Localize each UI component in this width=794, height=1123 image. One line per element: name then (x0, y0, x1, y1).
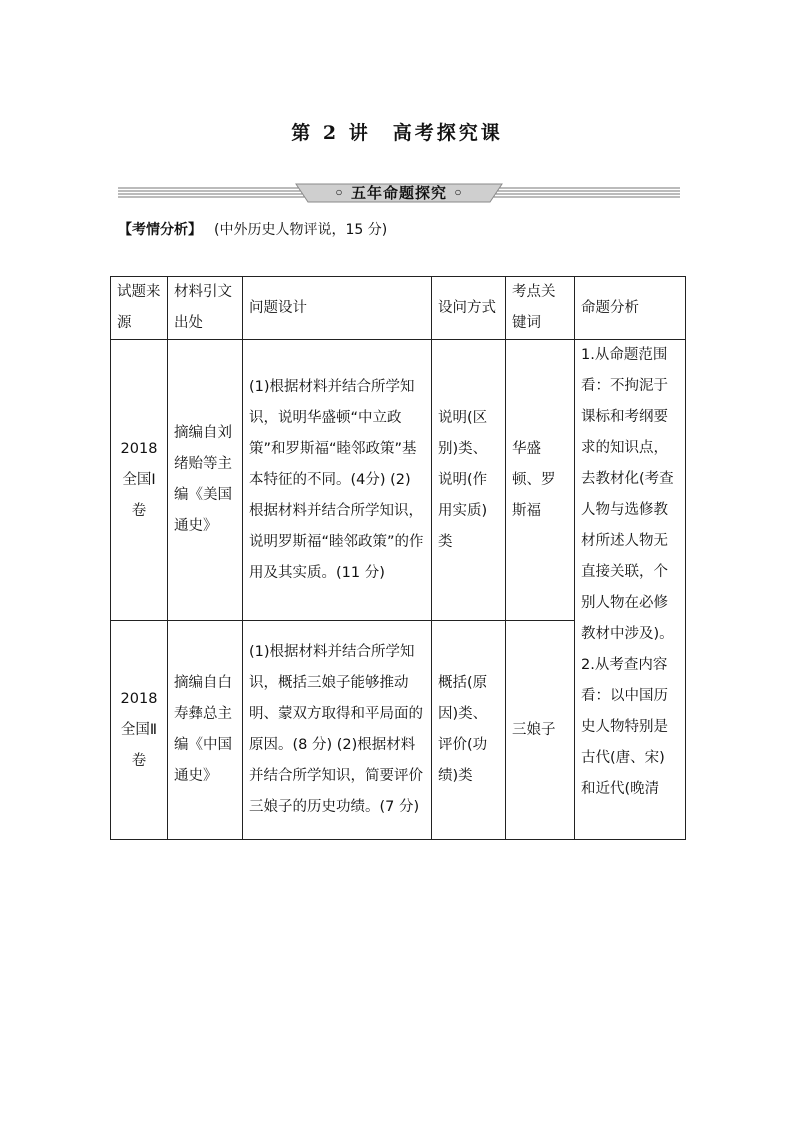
cell-analysis: 1.从命题范围看：不拘泥于课标和考纲要求的知识点，去教材化(考查人物与选修教材所述人物无直接关联，个别人物在必修教材中涉及)。2.从考查内容看：以中国历史人物特别是古代(唐、宋)和近代(晚清 (575, 340, 686, 840)
cell-source: 2018 全国Ⅰ卷 (111, 340, 168, 621)
exam-table (110, 276, 686, 840)
cell-material: 摘编自刘绪贻等主编《美国通史》 (168, 340, 243, 621)
banner-title: ◦ 五年命题探究 ◦ (334, 184, 464, 202)
cell-method: 说明(区别)类、说明(作用实质)类 (432, 340, 506, 621)
header-cell-source: 试题来源 (111, 277, 168, 340)
cell-keywords: 三娘子 (506, 621, 575, 840)
header-cell-method: 设问方式 (432, 277, 506, 340)
page-title: 第 2 讲 高考探究课 (291, 122, 503, 144)
cell-questions: (1)根据材料并结合所学知识，概括三娘子能够推动明、蒙双方取得和平局面的原因。(8 分) (2)根据材料并结合所学知识，简要评价三娘子的历史功绩。(7 分) (243, 621, 432, 840)
header-cell-questions: 问题设计 (243, 277, 432, 340)
header-cell-keywords: 考点关键词 (506, 277, 575, 340)
table-row (111, 340, 686, 621)
header-cell-analysis: 命题分析 (575, 277, 686, 340)
exam-analysis-line (118, 219, 387, 239)
cell-material: 摘编自白寿彝总主编《中国通史》 (168, 621, 243, 840)
section-banner (118, 182, 680, 204)
analysis-note: (中外历史人物评说，15 分) (214, 222, 388, 238)
table-header-row (111, 277, 686, 340)
cell-source: 2018 全国Ⅱ卷 (111, 621, 168, 840)
cell-method: 概括(原因)类、评价(功绩)类 (432, 621, 506, 840)
cell-keywords: 华盛顿、罗斯福 (506, 340, 575, 621)
header-cell-material: 材料引文出处 (168, 277, 243, 340)
analysis-label: 【考情分析】 (118, 222, 202, 238)
cell-questions: (1)根据材料并结合所学知识，说明华盛顿“中立政策”和罗斯福“睦邻政策”基本特征的不同。(4分) (2)根据材料并结合所学知识，说明罗斯福“睦邻政策”的作用及其实质。(11 分) (243, 340, 432, 621)
